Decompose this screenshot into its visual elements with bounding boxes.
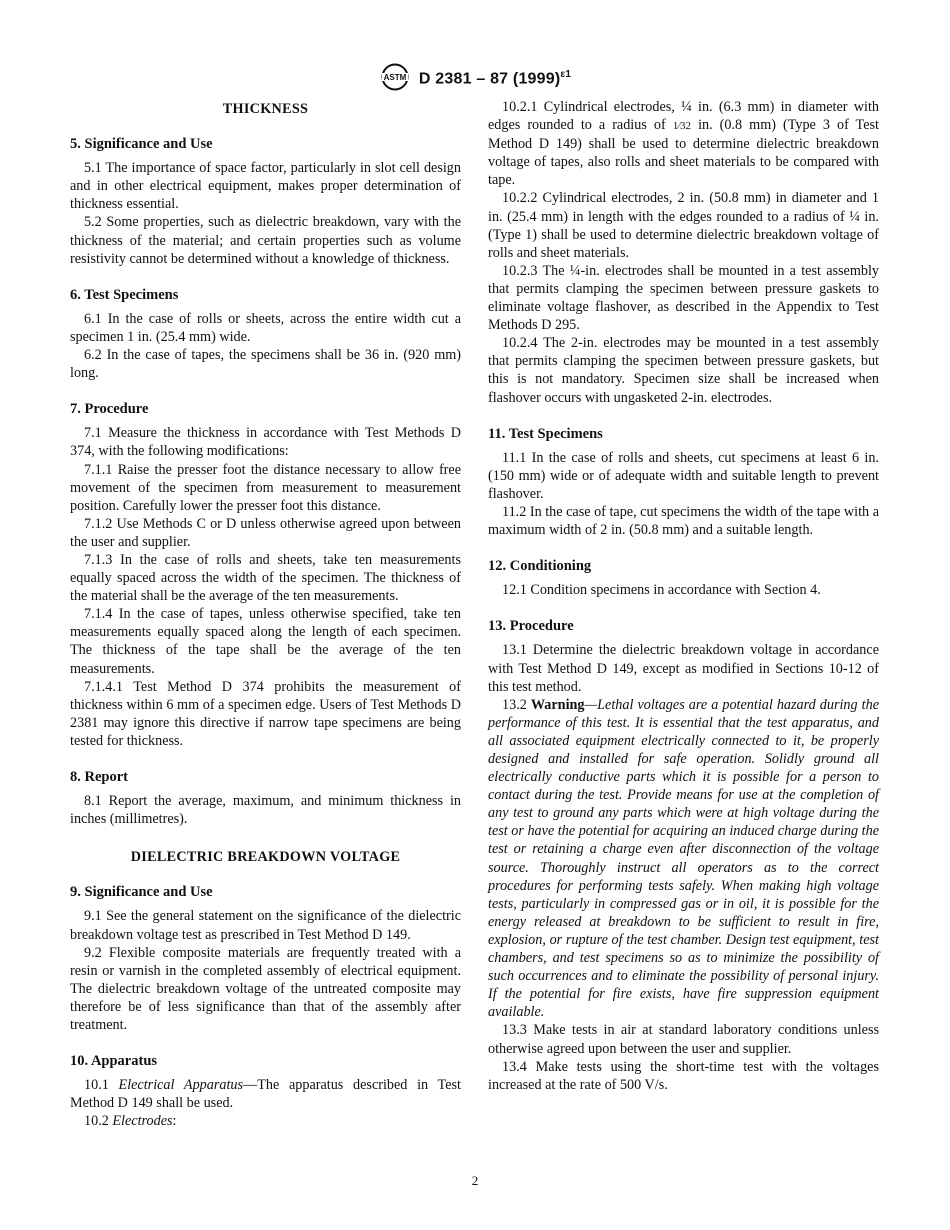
paragraph-5-1: 5.1 The importance of space factor, particularly in slot cell design and in other electrical equipment, makes proper determination of thickness essential. (70, 160, 461, 213)
left-column (70, 98, 461, 1131)
section-5-title: 5. Significance and Use (70, 136, 213, 153)
paragraph-11-1: 11.1 In the case of rolls and sheets, cut specimens at least 6 in. (150 mm) wide or of adequate width and suitable length to prevent flashover. (488, 449, 879, 502)
paragraph-7-1-4: 7.1.4 In the case of tapes, unless otherwise specified, take ten measurements equally spaced along the length of each specimen. The thickness of the tape shall be the average of the ten measurements. (70, 606, 461, 677)
paragraph-13-4: 13.4 Make tests using the short-time test with the voltages increased at the rate of 500 V/s. (488, 1058, 879, 1093)
paragraph-10-2-4: 10.2.4 The 2-in. electrodes may be mounted in a test assembly that permits clamping the specimen between pressure gaskets, but this is not mandatory. Specimen size shall be increased when flashover occurs with ungasketed 2-in. electrodes. (488, 335, 879, 406)
paragraph-10-2-3: 10.2.3 The ¼-in. electrodes shall be mounted in a test assembly that permits clamping the specimen between pressure gaskets to eliminate voltage flashover, as described in the Appendix to Test Methods D 295. (488, 262, 879, 334)
paragraph-10-2-2: 10.2.2 Cylindrical electrodes, 2 in. (50.8 mm) in diameter and 1 in. (25.4 mm) in length with the edges rounded to a radius of ¼ in. (Type 1) shall be used to determine dielectric breakdown voltage of rolls and sheet materials. (488, 190, 879, 261)
paragraph-7-1-1: 7.1.1 Raise the presser foot the distance necessary to allow free movement of the specimen from measurement to measurement position. Carefully lower the presser foot this distance. (70, 461, 461, 514)
section-12-title: 12. Conditioning (488, 558, 592, 575)
section-13-title: 13. Procedure (488, 618, 574, 635)
section-9-title: 9. Significance and Use (70, 884, 213, 901)
paragraph-10-2-1: 10.2.1 Cylindrical electrodes, ¼ in. (6.3 mm) in diameter with edges rounded to a radius of 1⁄32 in. (0.8 mm) (Type 3 of Test Method D 149) shall be used to determine dielectric breakdown voltage of tapes, also rolls and sheet materials to be compared with tape. (488, 99, 879, 189)
paragraph-10-2: 10.2 Electrodes: (84, 1113, 177, 1130)
right-column (488, 98, 879, 1094)
paragraph-12-1: 12.1 Condition specimens in accordance with Section 4. (502, 582, 821, 599)
paragraph-7-1-3: 7.1.3 In the case of rolls and sheets, take ten measurements equally spaced across the width of the specimen. The thickness of the material shall be the average of the ten measurements. (70, 551, 461, 605)
section-11-title: 11. Test Specimens (488, 425, 603, 442)
page-number: 2 (471, 1173, 479, 1188)
paragraph-5-2: 5.2 Some properties, such as dielectric breakdown, vary with the thickness of the material; and certain properties such as volume resistivity cannot be determined without a knowledge of thickness. (70, 214, 461, 267)
paragraph-8-1: 8.1 Report the average, maximum, and minimum thickness in inches (millimetres). (70, 793, 461, 828)
paragraph-7-1-2: 7.1.2 Use Methods C or D unless otherwise agreed upon between the user and supplier. (70, 515, 461, 550)
paragraph-6-2: 6.2 In the case of tapes, the specimens shall be 36 in. (920 mm) long. (70, 347, 461, 382)
paragraph-11-2: 11.2 In the case of tape, cut specimens the width of the tape with a maximum width of 2 in. (50.8 mm) and a suitable length. (488, 503, 879, 539)
paragraph-6-1: 6.1 In the case of rolls or sheets, across the entire width cut a specimen 1 in. (25.4 mm) wide. (70, 310, 461, 345)
designation-superscript: ε1 (560, 68, 572, 80)
dielectric-heading: DIELECTRIC BREAKDOWN VOLTAGE (130, 849, 401, 866)
section-6-title: 6. Test Specimens (70, 286, 179, 303)
paragraph-13-2: 13.2 Warning—Lethal voltages are a potential hazard during the performance of this test. It is essential that the test apparatus, and all associated equipment electrically connected to it, be properly designed and installed for safe operation. Solidly ground all electrically conductive parts which it is possible for a person to contact during the test. Provide means for use at the completion of any test to ground any parts which were at high voltage during the test or have the potential for acquiring an induced charge during the test or retaining a charge even after disconnection of the voltage source. Thoroughly instruct all operators as to the correct procedures for performing tests safely. When making high voltage tests, particularly in compressed gas or in oil, it is possible for the energy released at breakdown to be sufficient to result in fire, explosion, or rupture of the test chamber. Design test equipment, test chambers, and test specimens so as to minimize the possibility of such occurrences and to eliminate the possibility of personal injury. If the potential for fire exists, have fire suppression equipment available. (488, 696, 880, 1021)
paragraph-7-1: 7.1 Measure the thickness in accordance with Test Methods D 374, with the following modifications: (70, 425, 461, 460)
page-header (0, 62, 950, 92)
section-7-title: 7. Procedure (70, 401, 149, 418)
paragraph-7-1-4-1: 7.1.4.1 Test Method D 374 prohibits the measurement of thickness within 6 mm of a specimen edge. Users of Test Methods D 2381 may ignore this directive if narrow tape specimens are being tested for thickness. (70, 678, 461, 749)
paragraph-9-1: 9.1 See the general statement on the significance of the dielectric breakdown voltage test as prescribed in Test Method D 149. (70, 908, 461, 943)
paragraph-13-3: 13.3 Make tests in air at standard laboratory conditions unless otherwise agreed upon between the user and supplier. (488, 1022, 879, 1057)
astm-logo-icon (379, 63, 411, 91)
paragraph-13-1: 13.1 Determine the dielectric breakdown voltage in accordance with Test Method D 149, except as modified in Sections 10-12 of this test method. (488, 642, 879, 695)
paragraph-9-2: 9.2 Flexible composite materials are frequently treated with a resin or varnish in the completed assembly of electrical equipment. The dielectric breakdown voltage of the untreated composite may therefore be of less significance than that of the assembly after treatment. (70, 944, 461, 1034)
document-designation: D 2381 – 87 $(1999)^{\varepsilon 1}$ (418, 68, 572, 88)
thickness-heading: THICKNESS (222, 101, 309, 117)
paragraph-10-1: 10.1 Electrical Apparatus—The apparatus described in Test Method D 149 shall be used. (70, 1077, 461, 1112)
section-10-title: 10. Apparatus (70, 1053, 158, 1070)
astm-logo-text: ASTM (383, 73, 407, 82)
section-8-title: 8. Report (70, 769, 128, 785)
